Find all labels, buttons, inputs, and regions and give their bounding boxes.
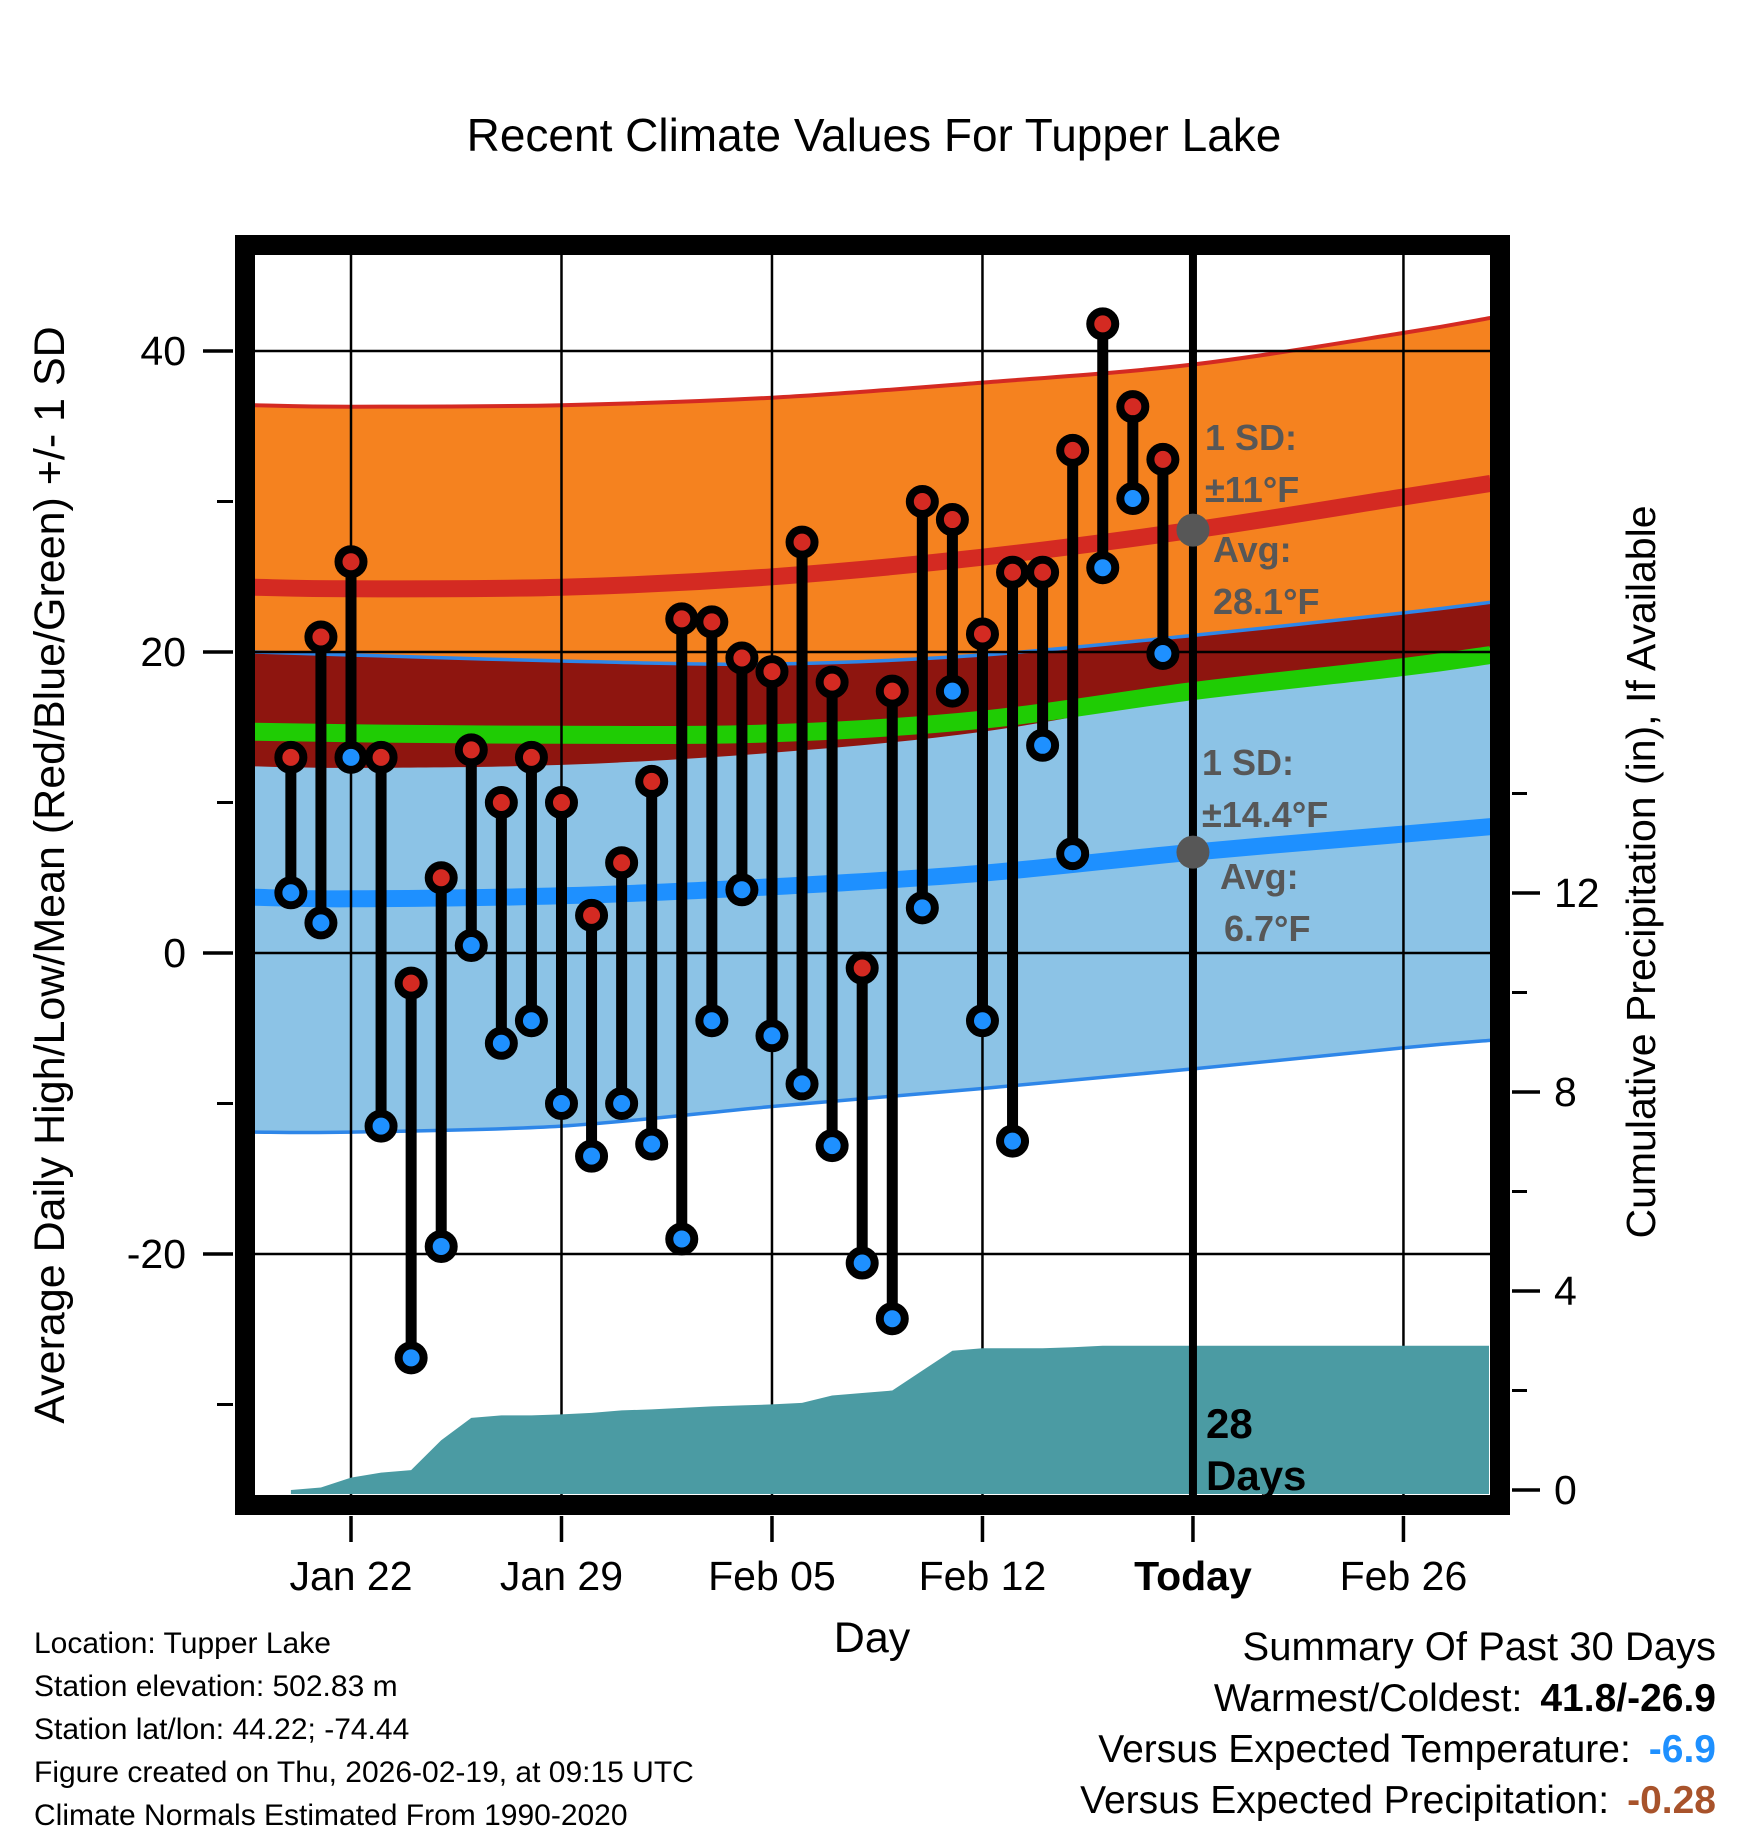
high-dot	[1150, 447, 1175, 472]
svg-text:0: 0	[163, 930, 186, 976]
low-dot	[369, 1114, 394, 1139]
high-dot	[1090, 311, 1115, 336]
svg-text:8: 8	[1554, 1069, 1577, 1115]
summary-label: Versus Expected Temperature:	[1098, 1728, 1631, 1771]
summary-vs-expected-temperature	[1080, 1724, 1716, 1775]
summary-value: 41.8/-26.9	[1540, 1677, 1716, 1720]
cumulative-precip-area	[291, 1346, 1489, 1494]
high-dot	[399, 971, 424, 996]
low-dot	[609, 1091, 634, 1116]
low-dot	[1060, 841, 1085, 866]
high-dot	[339, 549, 364, 574]
figure-created: Figure created on Thu, 2026-02-19, at 09:15 UTC	[34, 1756, 694, 1789]
high-dot	[880, 679, 905, 704]
svg-text:28: 28	[1206, 1400, 1253, 1447]
high-dot	[429, 865, 454, 890]
high-dot	[970, 621, 995, 646]
high-dot	[519, 745, 544, 770]
low-dot	[1150, 641, 1175, 666]
low-dot	[1120, 486, 1145, 511]
low-dot	[278, 880, 303, 905]
low-dot	[308, 910, 333, 935]
low-dot	[940, 679, 965, 704]
svg-text:Avg:: Avg:	[1213, 529, 1292, 570]
low-dot	[1030, 733, 1055, 758]
x-tick-feb-26: Feb 26	[1339, 1553, 1468, 1599]
high-dot	[940, 507, 965, 532]
high-dot	[489, 790, 514, 815]
high-dot	[369, 745, 394, 770]
low-dot	[910, 895, 935, 920]
high-dot	[1060, 438, 1085, 463]
low-dot	[669, 1226, 694, 1251]
normals-source: Climate Normals Estimated From 1990-2020	[34, 1799, 628, 1832]
summary-value: -6.9	[1648, 1728, 1716, 1771]
svg-text:6.7°F: 6.7°F	[1224, 908, 1311, 949]
page-title: Recent Climate Values For Tupper Lake	[466, 109, 1282, 161]
low-dot	[820, 1133, 845, 1158]
x-tick-today: Today	[1134, 1553, 1252, 1599]
low-dot	[699, 1008, 724, 1033]
high-dot	[1030, 560, 1055, 585]
high-dot	[549, 790, 574, 815]
summary-value: -0.28	[1627, 1779, 1716, 1822]
high-dot	[910, 489, 935, 514]
high-dot	[699, 609, 724, 634]
low-dot	[759, 1023, 784, 1048]
svg-text:±11°F: ±11°F	[1205, 469, 1300, 510]
svg-text:28.1°F: 28.1°F	[1213, 581, 1320, 622]
station-location: Location: Tupper Lake	[34, 1627, 331, 1660]
high-dot	[729, 646, 754, 671]
high-dot	[308, 624, 333, 649]
low-dot	[399, 1345, 424, 1370]
svg-text:±14.4°F: ±14.4°F	[1202, 794, 1329, 835]
low-dot	[639, 1132, 664, 1157]
summary-label: Warmest/Coldest:	[1213, 1677, 1523, 1720]
high-dot	[1120, 394, 1145, 419]
low-dot	[729, 877, 754, 902]
x-tick-jan-22: Jan 22	[289, 1553, 413, 1599]
low-dot	[489, 1031, 514, 1056]
low-dot	[970, 1008, 995, 1033]
station-latlon: Station lat/lon: 44.22; -74.44	[34, 1713, 410, 1746]
high-dot	[790, 530, 815, 555]
svg-text:0: 0	[1554, 1467, 1577, 1513]
high-dot	[669, 606, 694, 631]
summary-title: Summary Of Past 30 Days	[1242, 1625, 1716, 1669]
low-dot	[579, 1144, 604, 1169]
low-dot	[1090, 555, 1115, 580]
low-dot	[880, 1306, 905, 1331]
low-dot	[850, 1251, 875, 1276]
left-axis-title: Average Daily High/Low/Mean (Red/Blue/Green) +/- 1 SD	[26, 326, 74, 1424]
right-axis-title: Cumulative Precipitation (in), If Available	[1618, 505, 1664, 1239]
high-dot	[850, 956, 875, 981]
low-dot	[429, 1234, 454, 1259]
x-tick-feb-12: Feb 12	[918, 1553, 1047, 1599]
summary-of-past-30-days	[1080, 1622, 1716, 1826]
station-info	[34, 1622, 694, 1837]
svg-text:-20: -20	[126, 1231, 186, 1277]
summary-warmest-coldest	[1080, 1673, 1716, 1724]
high-dot	[278, 745, 303, 770]
low-dot	[790, 1071, 815, 1096]
svg-text:1 SD:: 1 SD:	[1205, 417, 1298, 458]
x-axis-title: Day	[833, 1614, 911, 1662]
low-dot	[549, 1091, 574, 1116]
low-dot	[1000, 1129, 1025, 1154]
high-dot	[820, 670, 845, 695]
high-dot	[459, 737, 484, 762]
high-dot	[609, 850, 634, 875]
svg-text:4: 4	[1554, 1268, 1577, 1314]
svg-text:12: 12	[1554, 870, 1600, 916]
svg-text:1 SD:: 1 SD:	[1202, 742, 1295, 783]
low-dot	[339, 745, 364, 770]
x-tick-feb-05: Feb 05	[708, 1553, 836, 1599]
svg-text:Days: Days	[1206, 1452, 1307, 1499]
svg-text:20: 20	[140, 629, 186, 675]
high-dot	[759, 659, 784, 684]
x-tick-jan-29: Jan 29	[499, 1553, 624, 1599]
high-dot	[639, 769, 664, 794]
low-dot	[519, 1008, 544, 1033]
summary-label: Versus Expected Precipitation:	[1080, 1779, 1610, 1822]
high-dot	[1000, 560, 1025, 585]
svg-text:Avg:: Avg:	[1220, 856, 1299, 897]
low-dot	[459, 933, 484, 958]
high-dot	[579, 903, 604, 928]
station-elevation: Station elevation: 502.83 m	[34, 1670, 398, 1703]
summary-vs-expected-precipitation	[1080, 1775, 1716, 1826]
svg-text:40: 40	[140, 328, 186, 374]
